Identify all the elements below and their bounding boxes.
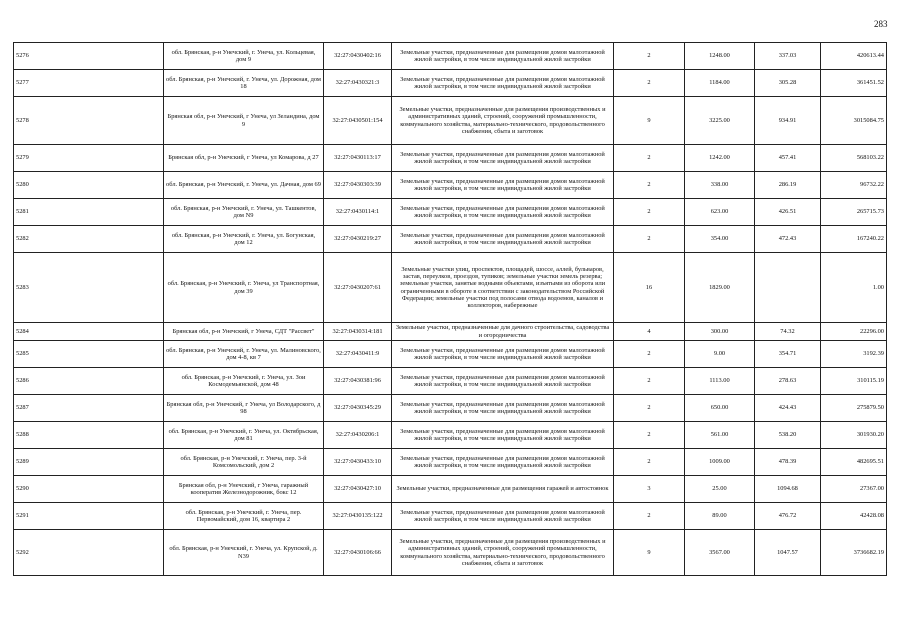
land-use-cell: Земельные участки улиц, проспектов, площадей, шоссе, аллей, бульваров, застав, переулков, проездов, тупиков; земельные участки земель резерва; земельные участки, занятые водными объектами, изъятыми из оборота или ограниченными в обороте в соответствии с законодательством Российской Федерации; земельные участки под полосами отвода водоемов, каналов и коллекторов, набережные <box>392 253 614 323</box>
land-use-cell: Земельные участки, предназначенные для размещения домов малоэтажной жилой застройки, в том числе индивидуальной жилой застройки <box>392 70 614 97</box>
land-use-cell: Земельные участки, предназначенные для размещения домов малоэтажной жилой застройки, в том числе индивидуальной жилой застройки <box>392 503 614 530</box>
land-use-cell: Земельные участки, предназначенные для размещения домов малоэтажной жилой застройки, в том числе индивидуальной жилой застройки <box>392 199 614 226</box>
row-number: 5276 <box>14 43 164 70</box>
table-row <box>14 368 887 395</box>
address-cell: обл. Брянская, р-н Унечский, г. Унеча, ул. Дачная, дом 69 <box>164 172 324 199</box>
specific-value-cell: 472.43 <box>755 226 821 253</box>
row-number: 5279 <box>14 145 164 172</box>
address-cell: обл. Брянская, р-н Унечский, г. Унеча, ул. Кольцевая, дом 9 <box>164 43 324 70</box>
cadastral-value-cell: 482695.51 <box>821 449 887 476</box>
cadastral-value-cell: 27367.00 <box>821 476 887 503</box>
specific-value-cell <box>755 253 821 323</box>
use-group-cell: 2 <box>614 43 685 70</box>
address-cell: обл. Брянская, р-н Унечский, г. Унеча, ул. Зои Космодемьянской, дом 48 <box>164 368 324 395</box>
cadastral-number-cell: 32:27:0430402:16 <box>324 43 392 70</box>
row-number: 5281 <box>14 199 164 226</box>
land-use-cell: Земельные участки, предназначенные для размещения домов малоэтажной жилой застройки, в том числе индивидуальной жилой застройки <box>392 368 614 395</box>
cadastral-value-cell: 3192.39 <box>821 341 887 368</box>
row-number: 5284 <box>14 323 164 341</box>
table-row <box>14 341 887 368</box>
table-row <box>14 449 887 476</box>
use-group-cell: 2 <box>614 70 685 97</box>
area-cell: 1248.00 <box>685 43 755 70</box>
row-number: 5285 <box>14 341 164 368</box>
area-cell: 354.00 <box>685 226 755 253</box>
cadastral-number-cell: 32:27:0430303:39 <box>324 172 392 199</box>
specific-value-cell: 286.19 <box>755 172 821 199</box>
cadastral-number-cell: 32:27:0430219:27 <box>324 226 392 253</box>
row-number: 5277 <box>14 70 164 97</box>
specific-value-cell: 478.39 <box>755 449 821 476</box>
area-cell: 623.00 <box>685 199 755 226</box>
address-cell: обл. Брянская, р-н Унечский, г. Унеча, ул. Богунская, дом 12 <box>164 226 324 253</box>
table-row <box>14 172 887 199</box>
address-cell: обл. Брянская, р-н Унечский, г. Унеча, ул. Октябрьская, дом 81 <box>164 422 324 449</box>
row-number: 5282 <box>14 226 164 253</box>
land-use-cell: Земельные участки, предназначенные для дачного строительства, садоводства и огородничества <box>392 323 614 341</box>
use-group-cell: 2 <box>614 341 685 368</box>
table-row <box>14 253 887 323</box>
use-group-cell: 9 <box>614 530 685 576</box>
use-group-cell: 3 <box>614 476 685 503</box>
cadastral-value-cell: 275879.50 <box>821 395 887 422</box>
cadastral-number-cell: 32:27:0430106:66 <box>324 530 392 576</box>
cadastral-value-cell: 301930.20 <box>821 422 887 449</box>
specific-value-cell: 538.20 <box>755 422 821 449</box>
row-number: 5287 <box>14 395 164 422</box>
use-group-cell: 2 <box>614 503 685 530</box>
cadastral-value-cell: 22296.00 <box>821 323 887 341</box>
table-row <box>14 503 887 530</box>
area-cell: 561.00 <box>685 422 755 449</box>
cadastral-value-cell: 568103.22 <box>821 145 887 172</box>
land-use-cell: Земельные участки, предназначенные для размещения домов малоэтажной жилой застройки, в том числе индивидуальной жилой застройки <box>392 395 614 422</box>
cadastral-value-cell: 167240.22 <box>821 226 887 253</box>
area-cell: 1242.00 <box>685 145 755 172</box>
table-row <box>14 43 887 70</box>
specific-value-cell: 476.72 <box>755 503 821 530</box>
row-number: 5291 <box>14 503 164 530</box>
cadastral-value-cell: 96732.22 <box>821 172 887 199</box>
cadastral-number-cell: 32:27:0430427:10 <box>324 476 392 503</box>
land-use-cell: Земельные участки, предназначенные для размещения домов малоэтажной жилой застройки, в том числе индивидуальной жилой застройки <box>392 172 614 199</box>
address-cell: обл. Брянская, р-н Унечский, г. Унеча, ул. Малиновского, дом 4-8, кв 7 <box>164 341 324 368</box>
land-use-cell: Земельные участки, предназначенные для размещения производственных и административных зданий, строений, сооружений промышленности, коммунального хозяйства, материально-технического, продовольственного снабжения, сбыта и заготовок <box>392 97 614 145</box>
use-group-cell: 9 <box>614 97 685 145</box>
cadastral-value-cell: 3736682.19 <box>821 530 887 576</box>
table-row <box>14 422 887 449</box>
land-use-cell: Земельные участки, предназначенные для размещения домов малоэтажной жилой застройки, в том числе индивидуальной жилой застройки <box>392 226 614 253</box>
cadastral-number-cell: 32:27:0430207:61 <box>324 253 392 323</box>
row-number: 5292 <box>14 530 164 576</box>
area-cell: 1113.00 <box>685 368 755 395</box>
area-cell: 1009.00 <box>685 449 755 476</box>
cadastral-number-cell: 32:27:0430321:3 <box>324 70 392 97</box>
specific-value-cell: 337.03 <box>755 43 821 70</box>
address-cell: обл. Брянская, р-н Унечский, г. Унеча, пер. Первомайский, дом 16, квартира 2 <box>164 503 324 530</box>
row-number: 5283 <box>14 253 164 323</box>
table-row <box>14 199 887 226</box>
cadastral-value-cell: 1.00 <box>821 253 887 323</box>
address-cell: Брянская обл, р-н Унечский, г Унеча, ул Зеландина, дом 9 <box>164 97 324 145</box>
area-cell: 338.00 <box>685 172 755 199</box>
cadastral-number-cell: 32:27:0430411:9 <box>324 341 392 368</box>
table-row <box>14 70 887 97</box>
land-use-cell: Земельные участки, предназначенные для размещения домов малоэтажной жилой застройки, в том числе индивидуальной жилой застройки <box>392 449 614 476</box>
use-group-cell: 2 <box>614 449 685 476</box>
use-group-cell: 2 <box>614 422 685 449</box>
cadastral-number-cell: 32:27:0430206:1 <box>324 422 392 449</box>
cadastral-number-cell: 32:27:0430113:17 <box>324 145 392 172</box>
address-cell: обл. Брянская, р-н Унечский, г. Унеча, пер. 3-й Комсомольский, дом 2 <box>164 449 324 476</box>
table-row <box>14 530 887 576</box>
area-cell: 1829.00 <box>685 253 755 323</box>
area-cell: 9.00 <box>685 341 755 368</box>
use-group-cell: 16 <box>614 253 685 323</box>
specific-value-cell: 305.28 <box>755 70 821 97</box>
address-cell: Брянская обл, р-н Унечский, г Унеча, гаражный кооператив Железнодорожник, бокс 12 <box>164 476 324 503</box>
specific-value-cell: 354.71 <box>755 341 821 368</box>
use-group-cell: 2 <box>614 226 685 253</box>
row-number: 5290 <box>14 476 164 503</box>
use-group-cell: 2 <box>614 368 685 395</box>
cadastral-value-cell: 3015084.75 <box>821 97 887 145</box>
specific-value-cell: 457.41 <box>755 145 821 172</box>
land-use-cell: Земельные участки, предназначенные для размещения домов малоэтажной жилой застройки, в том числе индивидуальной жилой застройки <box>392 145 614 172</box>
use-group-cell: 4 <box>614 323 685 341</box>
page-number: 283 <box>874 19 888 29</box>
use-group-cell: 2 <box>614 199 685 226</box>
row-number: 5278 <box>14 97 164 145</box>
row-number: 5286 <box>14 368 164 395</box>
address-cell: обл. Брянская, р-н Унечский, г. Унеча, ул. Крупской, д. N39 <box>164 530 324 576</box>
cadastral-number-cell: 32:27:0430314:181 <box>324 323 392 341</box>
specific-value-cell: 1094.68 <box>755 476 821 503</box>
land-use-cell: Земельные участки, предназначенные для размещения гаражей и автостоянок <box>392 476 614 503</box>
specific-value-cell: 934.91 <box>755 97 821 145</box>
specific-value-cell: 1047.57 <box>755 530 821 576</box>
area-cell: 650.00 <box>685 395 755 422</box>
use-group-cell: 2 <box>614 172 685 199</box>
cadastral-value-cell: 420613.44 <box>821 43 887 70</box>
land-use-cell: Земельные участки, предназначенные для размещения производственных и административных зданий, строений, сооружений промышленности, коммунального хозяйства, материально-технического, продовольственного снабжения, сбыта и заготовок <box>392 530 614 576</box>
cadastral-value-cell: 265715.73 <box>821 199 887 226</box>
use-group-cell: 2 <box>614 145 685 172</box>
specific-value-cell: 74.32 <box>755 323 821 341</box>
cadastral-number-cell: 32:27:0430345:29 <box>324 395 392 422</box>
address-cell: обл. Брянская, р-н Унечский, г. Унеча, ул. Ташкентов, дом N9 <box>164 199 324 226</box>
specific-value-cell: 426.51 <box>755 199 821 226</box>
cadastral-number-cell: 32:27:0430135:122 <box>324 503 392 530</box>
cadastral-number-cell: 32:27:0430433:10 <box>324 449 392 476</box>
cadastral-value-table <box>13 42 887 576</box>
cadastral-value-cell: 361451.52 <box>821 70 887 97</box>
cadastral-number-cell: 32:27:0430114:1 <box>324 199 392 226</box>
table-row <box>14 395 887 422</box>
land-use-cell: Земельные участки, предназначенные для размещения домов малоэтажной жилой застройки, в том числе индивидуальной жилой застройки <box>392 43 614 70</box>
address-cell: Брянская обл, р-н Унечский, г Унеча, ул Комарова, д 27 <box>164 145 324 172</box>
specific-value-cell: 424.43 <box>755 395 821 422</box>
area-cell: 25.00 <box>685 476 755 503</box>
area-cell: 3567.00 <box>685 530 755 576</box>
table-row <box>14 97 887 145</box>
area-cell: 300.00 <box>685 323 755 341</box>
land-use-cell: Земельные участки, предназначенные для размещения домов малоэтажной жилой застройки, в том числе индивидуальной жилой застройки <box>392 341 614 368</box>
area-cell: 3225.00 <box>685 97 755 145</box>
area-cell: 1184.00 <box>685 70 755 97</box>
area-cell: 89.00 <box>685 503 755 530</box>
table-row <box>14 323 887 341</box>
address-cell: обл. Брянская, р-н Унечский, г. Унеча, ул. Дорожная, дом 18 <box>164 70 324 97</box>
address-cell: Брянская обл, р-н Унечский, г Унеча, СДТ "Рассвет" <box>164 323 324 341</box>
cadastral-number-cell: 32:27:0430501:154 <box>324 97 392 145</box>
row-number: 5289 <box>14 449 164 476</box>
cadastral-value-cell: 310115.19 <box>821 368 887 395</box>
table-row <box>14 226 887 253</box>
cadastral-number-cell: 32:27:0430381:96 <box>324 368 392 395</box>
land-use-cell: Земельные участки, предназначенные для размещения домов малоэтажной жилой застройки, в том числе индивидуальной жилой застройки <box>392 422 614 449</box>
table-row <box>14 145 887 172</box>
address-cell: Брянская обл, р-н Унечский, г Унеча, ул Володарского, д 98 <box>164 395 324 422</box>
table-row <box>14 476 887 503</box>
specific-value-cell: 278.63 <box>755 368 821 395</box>
address-cell: обл. Брянская, р-н Унечский, г. Унеча, ул Транспортная, дом 39 <box>164 253 324 323</box>
row-number: 5280 <box>14 172 164 199</box>
row-number: 5288 <box>14 422 164 449</box>
use-group-cell: 2 <box>614 395 685 422</box>
cadastral-value-cell: 42428.08 <box>821 503 887 530</box>
